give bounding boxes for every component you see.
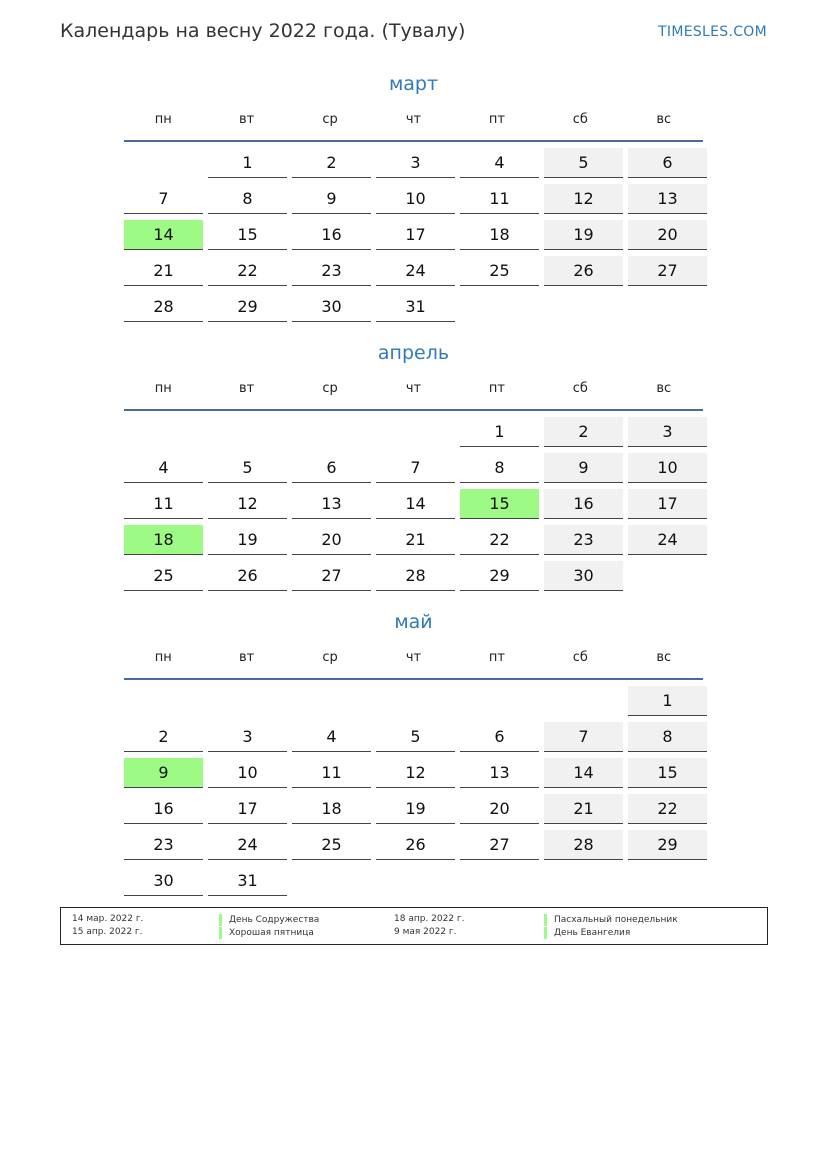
day-cell: 25: [460, 256, 539, 286]
day-cell: 7: [124, 184, 203, 214]
day-cell: 1: [460, 417, 539, 447]
day-cell: 21: [376, 525, 455, 555]
day-cell: 3: [208, 722, 287, 752]
day-cell: 5: [208, 453, 287, 483]
empty-cell: [208, 686, 287, 715]
day-cell: 12: [544, 184, 623, 214]
weekday-label: чт: [405, 112, 422, 127]
day-cell: 6: [460, 722, 539, 752]
day-cell: 1: [208, 148, 287, 178]
day-grid: [124, 148, 703, 322]
day-cell: 15: [208, 220, 287, 250]
empty-cell: [544, 686, 623, 715]
day-cell: 4: [460, 148, 539, 178]
day-cell: 17: [628, 489, 707, 519]
day-cell: 13: [460, 758, 539, 788]
day-cell: 19: [376, 794, 455, 824]
day-cell: 20: [628, 220, 707, 250]
legend-row: [61, 927, 767, 940]
page-title: Календарь на весну 2022 года. (Тувалу): [60, 20, 466, 42]
legend-row: [61, 914, 767, 927]
day-cell: 13: [628, 184, 707, 214]
day-cell: 27: [460, 830, 539, 860]
day-cell: 22: [628, 794, 707, 824]
day-cell: 16: [292, 220, 371, 250]
day-cell: 10: [208, 758, 287, 788]
holiday-legend: [60, 907, 768, 945]
day-cell: 29: [628, 830, 707, 860]
calendar-month-april: [124, 339, 703, 591]
day-cell: 18: [292, 794, 371, 824]
day-cell: 12: [376, 758, 455, 788]
weekday-label: пн: [154, 650, 172, 665]
day-cell: 3: [376, 148, 455, 178]
holiday-day-cell: 9: [124, 758, 203, 788]
day-cell: 2: [544, 417, 623, 447]
weekday-label: сб: [572, 381, 588, 396]
day-cell: 6: [628, 148, 707, 178]
weekday-label: пт: [488, 650, 505, 665]
day-cell: 8: [628, 722, 707, 752]
day-cell: 11: [292, 758, 371, 788]
day-cell: 30: [544, 561, 623, 591]
weekday-header: [124, 644, 703, 680]
weekday-label: вс: [656, 112, 672, 127]
day-cell: 11: [124, 489, 203, 519]
day-cell: 29: [208, 292, 287, 322]
day-cell: 9: [292, 184, 371, 214]
day-cell: 15: [628, 758, 707, 788]
legend-holiday-name: День Евангелия: [544, 927, 630, 939]
holiday-day-cell: 18: [124, 525, 203, 555]
day-cell: 23: [544, 525, 623, 555]
day-cell: 4: [292, 722, 371, 752]
day-cell: 22: [460, 525, 539, 555]
day-cell: 27: [292, 561, 371, 591]
day-cell: 30: [292, 292, 371, 322]
day-cell: 16: [124, 794, 203, 824]
day-cell: 12: [208, 489, 287, 519]
weekday-label: вс: [656, 650, 672, 665]
weekday-label: пт: [488, 381, 505, 396]
empty-cell: [292, 686, 371, 715]
day-cell: 1: [628, 686, 707, 716]
day-cell: 28: [124, 292, 203, 322]
day-cell: 4: [124, 453, 203, 483]
day-cell: 29: [460, 561, 539, 591]
day-cell: 20: [460, 794, 539, 824]
weekday-label: пт: [488, 112, 505, 127]
month-title: март: [388, 73, 439, 95]
empty-cell: [376, 417, 455, 446]
weekday-label: чт: [405, 381, 422, 396]
weekday-label: вт: [239, 112, 255, 127]
month-title: апрель: [377, 342, 450, 364]
weekday-label: вс: [656, 381, 672, 396]
day-cell: 26: [208, 561, 287, 591]
day-cell: 17: [376, 220, 455, 250]
legend-holiday-name: День Содружества: [219, 914, 319, 926]
legend-date: 9 мая 2022 г.: [394, 927, 457, 937]
empty-cell: [124, 417, 203, 446]
day-cell: 21: [544, 794, 623, 824]
weekday-label: пн: [154, 112, 172, 127]
day-cell: 30: [124, 866, 203, 896]
day-cell: 21: [124, 256, 203, 286]
empty-cell: [292, 417, 371, 446]
day-cell: 24: [208, 830, 287, 860]
legend-date: 18 апр. 2022 г.: [394, 914, 465, 924]
day-cell: 9: [544, 453, 623, 483]
empty-cell: [124, 686, 203, 715]
day-cell: 23: [292, 256, 371, 286]
legend-date: 14 мар. 2022 г.: [72, 914, 144, 924]
day-cell: 23: [124, 830, 203, 860]
day-cell: 24: [628, 525, 707, 555]
weekday-label: пн: [154, 381, 172, 396]
calendar-month-may: [124, 608, 703, 896]
day-cell: 27: [628, 256, 707, 286]
legend-holiday-name: Пасхальный понедельник: [544, 914, 678, 926]
legend-date: 15 апр. 2022 г.: [72, 927, 143, 937]
day-cell: 6: [292, 453, 371, 483]
day-cell: 18: [460, 220, 539, 250]
legend-holiday-name: Хорошая пятница: [219, 927, 314, 939]
day-cell: 20: [292, 525, 371, 555]
site-link[interactable]: TIMESLES.COM: [658, 24, 767, 40]
day-cell: 26: [376, 830, 455, 860]
day-cell: 10: [376, 184, 455, 214]
day-cell: 8: [208, 184, 287, 214]
day-cell: 24: [376, 256, 455, 286]
weekday-label: ср: [322, 112, 338, 127]
day-cell: 7: [544, 722, 623, 752]
day-cell: 2: [292, 148, 371, 178]
day-cell: 31: [376, 292, 455, 322]
day-grid: [124, 686, 703, 896]
day-cell: 22: [208, 256, 287, 286]
weekday-label: ср: [322, 381, 338, 396]
weekday-header: [124, 375, 703, 411]
month-title: май: [394, 611, 433, 633]
day-cell: 25: [124, 561, 203, 591]
holiday-day-cell: 15: [460, 489, 539, 519]
weekday-label: сб: [572, 112, 588, 127]
weekday-label: ср: [322, 650, 338, 665]
day-cell: 5: [376, 722, 455, 752]
day-cell: 25: [292, 830, 371, 860]
empty-cell: [460, 686, 539, 715]
holiday-day-cell: 14: [124, 220, 203, 250]
day-cell: 26: [544, 256, 623, 286]
day-cell: 19: [208, 525, 287, 555]
weekday-header: [124, 106, 703, 142]
day-grid: [124, 417, 703, 591]
weekday-label: вт: [239, 650, 255, 665]
day-cell: 7: [376, 453, 455, 483]
day-cell: 10: [628, 453, 707, 483]
day-cell: 19: [544, 220, 623, 250]
day-cell: 8: [460, 453, 539, 483]
day-cell: 16: [544, 489, 623, 519]
day-cell: 11: [460, 184, 539, 214]
day-cell: 31: [208, 866, 287, 896]
weekday-label: сб: [572, 650, 588, 665]
day-cell: 2: [124, 722, 203, 752]
day-cell: 13: [292, 489, 371, 519]
day-cell: 14: [376, 489, 455, 519]
day-cell: 14: [544, 758, 623, 788]
calendar-month-march: [124, 70, 703, 322]
weekday-label: чт: [405, 650, 422, 665]
day-cell: 28: [376, 561, 455, 591]
day-cell: 3: [628, 417, 707, 447]
empty-cell: [124, 148, 203, 177]
empty-cell: [376, 686, 455, 715]
day-cell: 5: [544, 148, 623, 178]
day-cell: 17: [208, 794, 287, 824]
weekday-label: вт: [239, 381, 255, 396]
day-cell: 28: [544, 830, 623, 860]
empty-cell: [208, 417, 287, 446]
